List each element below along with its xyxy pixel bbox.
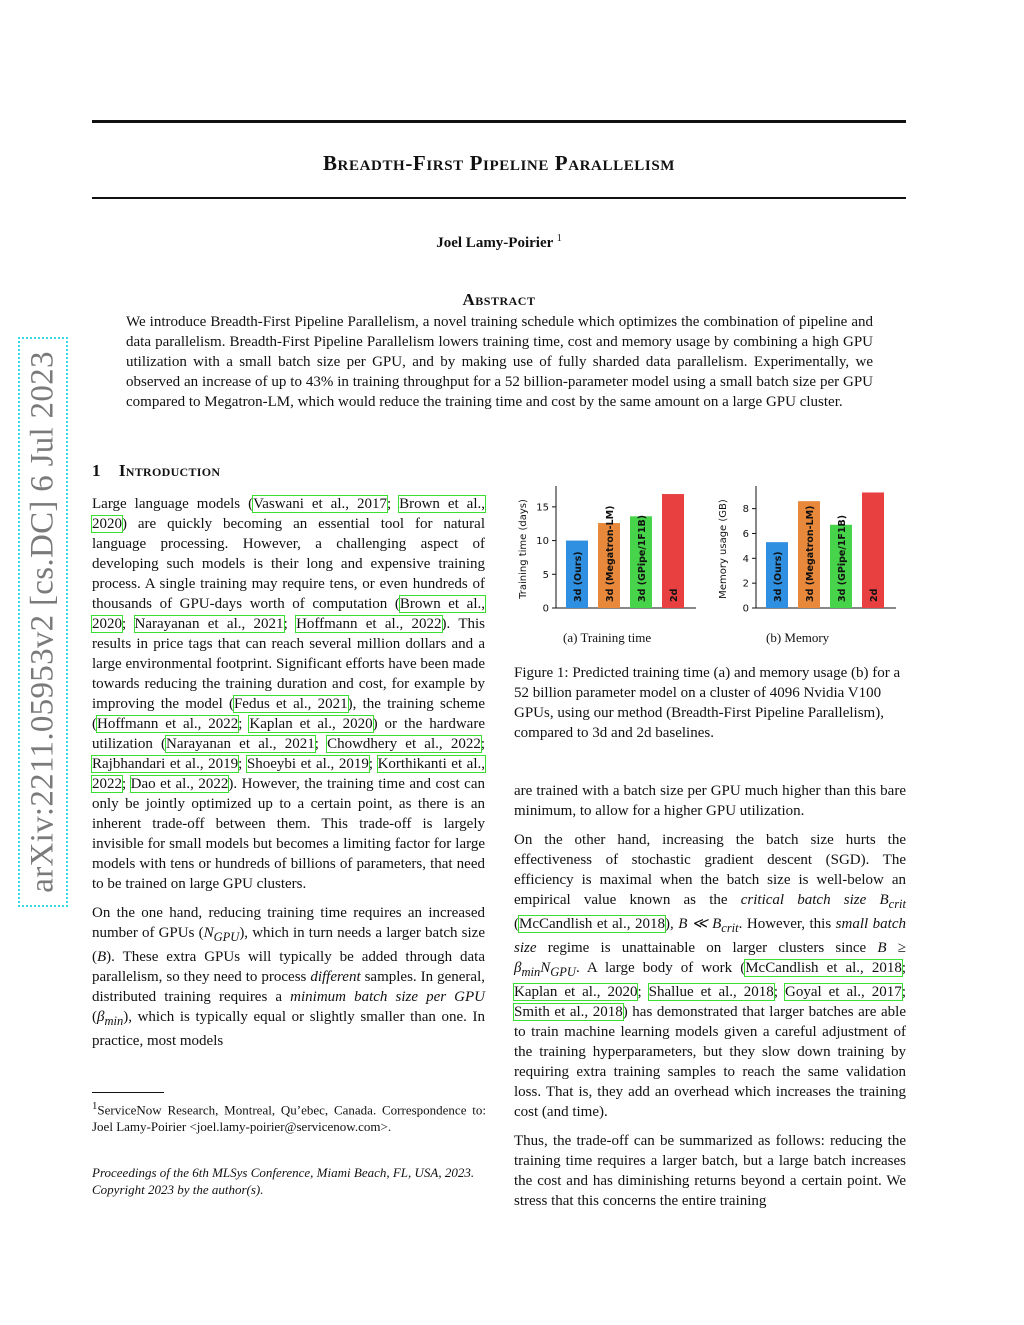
right-column bbox=[514, 781, 906, 1220]
citation-link[interactable]: Rajbhandari et al., 2019 bbox=[92, 756, 239, 772]
y-tick-label: 10 bbox=[536, 536, 549, 548]
bar-label: 3d (Ours) bbox=[773, 551, 784, 602]
paragraph bbox=[92, 494, 485, 894]
text: . A large body of work ( bbox=[575, 960, 746, 976]
text: ) or the hardware utilization ( bbox=[92, 716, 485, 752]
text: ; bbox=[386, 496, 400, 512]
math: $\beta_{min}$ bbox=[97, 1009, 124, 1028]
emphasis: small batch size bbox=[514, 916, 906, 956]
text: ; bbox=[238, 716, 250, 732]
citation-link[interactable]: Hoffmann et al., 2022 bbox=[296, 616, 442, 632]
text: regime is unattainable on larger clusters since bbox=[536, 940, 878, 956]
citation-link[interactable]: Brown et al., 2020 bbox=[92, 596, 485, 632]
citation-link[interactable]: Hoffmann et al., 2022 bbox=[97, 716, 239, 732]
y-tick-label: 6 bbox=[742, 528, 749, 540]
emphasis: different bbox=[310, 969, 361, 985]
bar-label: 2d bbox=[869, 588, 880, 602]
section-title: Introduction bbox=[118, 461, 221, 480]
y-tick-label: 4 bbox=[742, 553, 749, 565]
text: On the other hand, increasing the batch size hurts the effectiveness of stochastic gradient descent (SGD). The efficiency is maximal when the batch size is well-below an empirical value known as the bbox=[514, 832, 906, 908]
citation-link[interactable]: Kaplan et al., 2020 bbox=[249, 716, 373, 732]
y-tick-label: 0 bbox=[742, 603, 749, 615]
citation-link[interactable]: Vaswani et al., 2017 bbox=[253, 496, 387, 512]
text: ; bbox=[901, 960, 907, 976]
emphasis: critical batch size bbox=[740, 892, 880, 908]
left-column bbox=[92, 494, 485, 1060]
text: ). These extra GPUs will typically be added through data parallelism, so they need to process bbox=[92, 949, 485, 985]
bar-label: 3d (GPipe/1F1B) bbox=[837, 514, 848, 602]
arxiv-id: arXiv:2211.05953v2 [cs.DC] 6 Jul 2023 bbox=[24, 351, 61, 893]
footnote-text: ServiceNow Research, Montreal, Qu’ebec, Canada. Correspondence to: Joel Lamy-Poirier <joel.lamy-poirier@servicenow.com>. bbox=[92, 1102, 486, 1135]
citation-link[interactable]: Shallue et al., 2018 bbox=[648, 984, 774, 1000]
text: ; bbox=[368, 756, 378, 772]
figure-caption: Figure 1: Predicted training time (a) and memory usage (b) for a 52 billion parameter model on a cluster of 4096 Nvidia V100 GPUs, using our method (Breadth-First Pipeline Parallelism), compared to 3d and 2d baselines. bbox=[514, 665, 901, 741]
arxiv-sidebar[interactable] bbox=[18, 337, 68, 907]
bar-label: 2d bbox=[669, 588, 680, 602]
y-tick-label: 15 bbox=[536, 502, 549, 514]
text: ). This results in price tags that can reach several million dollars and a large environmental footprint. Significant efforts have been made towards reducing the training duration and cost, for example by improving the model ( bbox=[92, 616, 486, 712]
text: ; bbox=[901, 984, 906, 1000]
author-name: Joel Lamy-Poirier bbox=[436, 235, 554, 251]
bar-label: 3d (GPipe/1F1B) bbox=[637, 514, 648, 602]
abstract-text: We introduce Breadth-First Pipeline Parallelism, a novel training schedule which optimizes the combination of pipeline and data parallelism. Breadth-First Pipeline Parallelism lowers training time, cost and memory usage by combining a high GPU utilization with a small batch size per GPU, and by making use of fully sharded data parallelism. Experimentally, we observed an increase of up to 43% in training throughput for a 52 billion-parameter model using a small batch size per GPU compared to Megatron-LM, which would reduce the training time and cost by the same amount on a large GPU cluster. bbox=[126, 314, 873, 410]
title-bottom-rule bbox=[92, 197, 906, 199]
text: ; bbox=[238, 756, 247, 772]
citation-link[interactable]: Goyal et al., 2017 bbox=[784, 984, 902, 1000]
math: $B_{crit}$ bbox=[879, 892, 906, 911]
text: ), the training scheme ( bbox=[92, 696, 485, 732]
text: ). However, the training time and cost can only be jointly optimized up to a certain point, as there is an inherent trade-off between them. This trade-off is largely invisible for small models but becomes a limiting factor for large models with tens or hundreds of billions of parameters, that need to be trained on large GPU clusters. bbox=[92, 776, 485, 892]
text: are trained with a batch size per GPU much higher than this bare minimum, to allow for a higher GPU utilization. bbox=[514, 783, 906, 819]
subcaption-memory: (b) Memory bbox=[766, 630, 830, 645]
section-number: 1 bbox=[92, 461, 101, 480]
text: ) has demonstrated that larger batches are able to train machine learning models given a careful adjustment of the training hyperparameters, but they slow down training by requiring extra training samples to reach the same validation loss. That is, they add an overhead which increases the training cost (and time). bbox=[514, 1004, 906, 1120]
text: Large language models ( bbox=[92, 496, 254, 512]
text: ( bbox=[514, 916, 519, 932]
citation-link[interactable]: Brown et al., 2020 bbox=[92, 496, 486, 532]
title-top-rule bbox=[92, 120, 906, 123]
text: ; bbox=[122, 776, 131, 792]
text: ; bbox=[122, 616, 135, 632]
footnote-rule bbox=[92, 1092, 164, 1093]
text: ) are quickly becoming an essential tool for natural language processing. However, a challenging aspect of developing such models is their long and expensive training process. A single training may require tens, or even hundreds of thousands of GPU-days worth of computation ( bbox=[92, 516, 485, 612]
text: ; bbox=[480, 736, 485, 752]
text: ; bbox=[283, 616, 297, 632]
citation-link[interactable]: Kaplan et al., 2020 bbox=[514, 984, 638, 1000]
text: ), which is typically equal or slightly smaller than one. In practice, most models bbox=[92, 1009, 485, 1049]
math: $N_{GPU}$ bbox=[203, 925, 240, 944]
footnote-mark: 1 bbox=[92, 1100, 98, 1112]
y-tick-label: 0 bbox=[542, 603, 549, 615]
author-affiliation-mark: 1 bbox=[556, 233, 562, 244]
footnote bbox=[92, 1098, 486, 1135]
paragraph bbox=[514, 830, 906, 1122]
paragraph bbox=[514, 1131, 906, 1211]
paper-title: Breadth-First Pipeline Parallelism bbox=[322, 151, 676, 175]
citation-link[interactable]: Dao et al., 2022 bbox=[130, 776, 229, 792]
citation-link[interactable]: Fedus et al., 2021 bbox=[233, 696, 348, 712]
paragraph bbox=[514, 781, 906, 821]
text: ; bbox=[314, 736, 328, 752]
y-axis-label: Training time (days) bbox=[518, 499, 529, 599]
text: ; bbox=[637, 984, 649, 1000]
y-tick-label: 2 bbox=[742, 578, 749, 590]
citation-link[interactable]: McCandlish et al., 2018 bbox=[519, 916, 665, 932]
abstract-heading: Abstract bbox=[462, 290, 536, 309]
text: On the one hand, reducing training time requires an increased number of GPUs ( bbox=[92, 905, 485, 941]
author bbox=[92, 233, 906, 252]
text: ), which in turn needs a larger batch size ( bbox=[92, 925, 485, 965]
text: Thus, the trade-off can be summarized as follows: reducing the training time requires a larger batch, but a large batch increases the cost and has diminishing returns beyond a certain point. We stress that this concerns the entire training bbox=[514, 1133, 906, 1209]
chart-memory bbox=[714, 478, 910, 618]
text: ( bbox=[92, 1009, 97, 1025]
bar-label: 3d (Megatron-LM) bbox=[605, 505, 616, 602]
citation-link[interactable]: Chowdhery et al., 2022 bbox=[327, 736, 481, 752]
section-heading-introduction bbox=[92, 461, 220, 481]
citation-link[interactable]: Narayanan et al., 2021 bbox=[134, 616, 284, 632]
proceedings-note: Proceedings of the 6th MLSys Conference, Miami Beach, FL, USA, 2023. Copyright 2023 by the author(s). bbox=[92, 1165, 475, 1197]
text: . However, this bbox=[738, 916, 836, 932]
citation-link[interactable]: Narayanan et al., 2021 bbox=[166, 736, 315, 752]
citation-link[interactable]: Shoeybi et al., 2019 bbox=[246, 756, 369, 772]
citation-link[interactable]: Korthikanti et al., 2022 bbox=[92, 756, 485, 792]
emphasis: minimum batch size per GPU bbox=[290, 989, 485, 1005]
y-tick-label: 8 bbox=[742, 504, 749, 516]
y-axis-label: Memory usage (GB) bbox=[718, 499, 729, 599]
bar-label: 3d (Ours) bbox=[573, 551, 584, 602]
math: B ≪ $B_{crit}$ bbox=[678, 916, 739, 935]
text: samples. In general, distributed training requires a bbox=[92, 969, 485, 1005]
paragraph bbox=[92, 903, 485, 1051]
subcaption-training-time: (a) Training time bbox=[563, 630, 652, 645]
text: ; bbox=[773, 984, 785, 1000]
math: $B \ge \beta_{min}N_{GPU}$ bbox=[514, 940, 907, 979]
y-tick-label: 5 bbox=[542, 569, 549, 581]
math: B bbox=[97, 949, 107, 965]
citation-link[interactable]: McCandlish et al., 2018 bbox=[745, 960, 902, 976]
chart-training-time bbox=[514, 478, 714, 618]
citation-link[interactable]: Smith et al., 2018 bbox=[514, 1004, 623, 1020]
text: ), bbox=[664, 916, 679, 932]
bar-label: 3d (Megatron-LM) bbox=[805, 505, 816, 602]
